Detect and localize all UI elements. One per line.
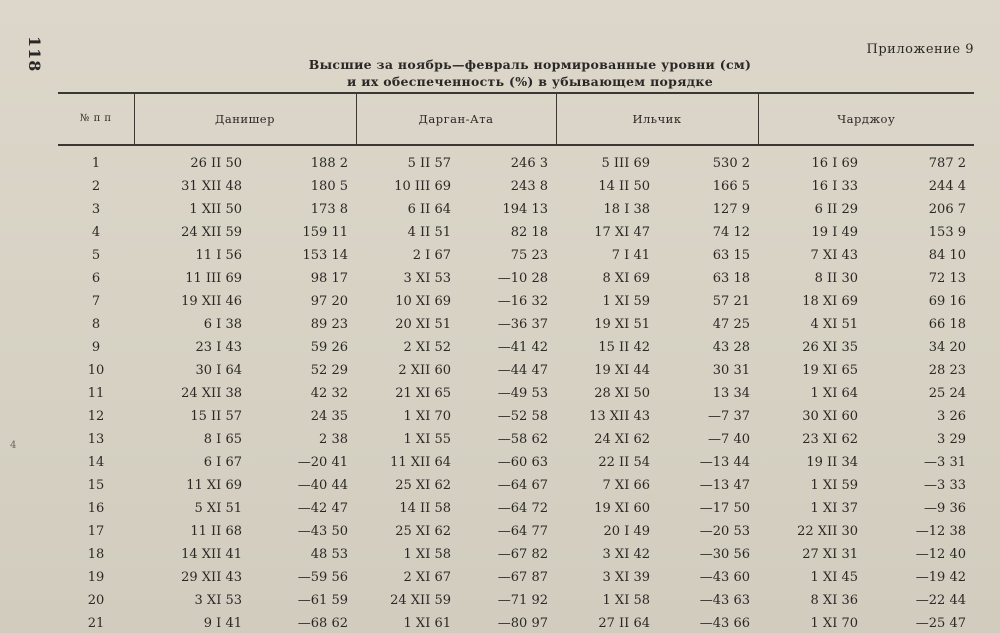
- date-ilchik: 27 II 64: [598, 616, 650, 631]
- date-ilchik: 24 XI 62: [594, 432, 650, 447]
- level-danisher: 24 35: [310, 409, 348, 424]
- level-dargan-ata: 243 8: [510, 179, 548, 194]
- date-chardzhou: 16 I 69: [811, 156, 858, 171]
- date-dargan-ata: 1 XI 55: [403, 432, 451, 447]
- date-dargan-ata: 1 XI 61: [403, 616, 451, 631]
- date-ilchik: 8 XI 69: [602, 271, 650, 286]
- date-ilchik: 3 XI 42: [602, 547, 650, 562]
- date-chardzhou: 23 XI 62: [802, 432, 858, 447]
- date-danisher: 29 XII 43: [181, 570, 242, 585]
- level-dargan-ata: —67 82: [497, 547, 548, 562]
- date-danisher: 23 I 43: [195, 340, 242, 355]
- date-ilchik: 22 II 54: [598, 455, 650, 470]
- row-number: 8: [91, 317, 101, 332]
- date-danisher: 11 I 56: [195, 248, 242, 263]
- date-ilchik: 18 I 38: [603, 202, 650, 217]
- date-ilchik: 19 XI 44: [594, 363, 650, 378]
- date-dargan-ata: 2 I 67: [412, 248, 451, 263]
- row-number: 16: [87, 501, 105, 516]
- title-line-2: и их обеспеченность (%) в убывающем порядке: [347, 74, 713, 89]
- table-title: [300, 56, 760, 90]
- date-ilchik: 7 XI 66: [602, 478, 650, 493]
- level-danisher: —42 47: [297, 501, 348, 516]
- level-dargan-ata: —64 72: [497, 501, 548, 516]
- table-header-row: [58, 93, 974, 145]
- level-dargan-ata: 82 18: [510, 225, 548, 240]
- date-danisher: 9 I 41: [203, 616, 242, 631]
- level-ilchik: —13 47: [699, 478, 750, 493]
- level-danisher: —61 59: [297, 593, 348, 608]
- level-chardzhou: —19 42: [915, 570, 966, 585]
- date-ilchik: 3 XI 39: [602, 570, 650, 585]
- level-danisher: 173 8: [310, 202, 348, 217]
- row-number: 17: [87, 524, 105, 539]
- date-dargan-ata: 2 XI 67: [403, 570, 451, 585]
- level-dargan-ata: 194 13: [502, 202, 548, 217]
- level-ilchik: —17 50: [699, 501, 750, 516]
- level-ilchik: —7 40: [708, 432, 750, 447]
- level-chardzhou: 72 13: [928, 271, 966, 286]
- level-chardzhou: 34 20: [928, 340, 966, 355]
- level-danisher: 188 2: [310, 156, 348, 171]
- row-number: 3: [91, 202, 101, 217]
- date-dargan-ata: 5 II 57: [407, 156, 451, 171]
- date-dargan-ata: 1 XI 70: [403, 409, 451, 424]
- date-danisher: 11 II 68: [190, 524, 242, 539]
- date-chardzhou: 1 XI 64: [810, 386, 858, 401]
- title-line-1: Высшие за ноябрь—февраль нормированные уровни (см): [308, 57, 752, 72]
- date-dargan-ata: 3 XI 53: [403, 271, 451, 286]
- table-row: [58, 520, 974, 543]
- date-ilchik: 15 II 42: [598, 340, 650, 355]
- level-dargan-ata: —10 28: [497, 271, 548, 286]
- date-chardzhou: 19 II 34: [806, 455, 858, 470]
- date-danisher: 5 XI 51: [194, 501, 242, 516]
- date-chardzhou: 19 I 49: [811, 225, 858, 240]
- date-ilchik: 14 II 50: [598, 179, 650, 194]
- level-chardzhou: —3 33: [924, 478, 966, 493]
- date-danisher: 31 XII 48: [181, 179, 242, 194]
- header-station-dargan-ata: Дарган-Ата: [356, 93, 556, 145]
- level-ilchik: 13 34: [712, 386, 750, 401]
- table-row: [58, 474, 974, 497]
- level-chardzhou: 244 4: [928, 179, 966, 194]
- table-row: [58, 497, 974, 520]
- date-chardzhou: 1 XI 37: [810, 501, 858, 516]
- header-station-ilchik: Ильчик: [556, 93, 758, 145]
- row-number: 10: [87, 363, 105, 378]
- date-dargan-ata: 2 XII 60: [398, 363, 451, 378]
- level-ilchik: —43 66: [699, 616, 750, 631]
- level-ilchik: —43 63: [699, 593, 750, 608]
- date-chardzhou: 27 XI 31: [802, 547, 858, 562]
- level-chardzhou: 69 16: [928, 294, 966, 309]
- level-ilchik: 127 9: [712, 202, 750, 217]
- row-number: 1: [91, 156, 101, 171]
- date-ilchik: 1 XI 58: [602, 593, 650, 608]
- date-danisher: 3 XI 53: [194, 593, 242, 608]
- level-chardzhou: —25 47: [915, 616, 966, 631]
- date-danisher: 14 XII 41: [181, 547, 242, 562]
- level-chardzhou: —12 40: [915, 547, 966, 562]
- date-chardzhou: 1 XI 45: [810, 570, 858, 585]
- level-chardzhou: 66 18: [928, 317, 966, 332]
- table-row: [58, 198, 974, 221]
- date-chardzhou: 19 XI 65: [802, 363, 858, 378]
- level-danisher: 52 29: [310, 363, 348, 378]
- date-dargan-ata: 10 III 69: [394, 179, 451, 194]
- table-row: [58, 313, 974, 336]
- row-number: 13: [87, 432, 105, 447]
- date-chardzhou: 26 XI 35: [802, 340, 858, 355]
- level-dargan-ata: —60 63: [497, 455, 548, 470]
- level-ilchik: 166 5: [712, 179, 750, 194]
- row-number: 9: [91, 340, 101, 355]
- level-chardzhou: 153 9: [928, 225, 966, 240]
- date-ilchik: 1 XI 59: [602, 294, 650, 309]
- level-dargan-ata: —49 53: [497, 386, 548, 401]
- table-row: [58, 336, 974, 359]
- date-dargan-ata: 24 XII 59: [390, 593, 451, 608]
- row-number: 14: [87, 455, 105, 470]
- date-chardzhou: 6 II 29: [814, 202, 858, 217]
- date-danisher: 11 XI 69: [186, 478, 242, 493]
- table-row: [58, 589, 974, 612]
- table-row: [58, 359, 974, 382]
- table-row: [58, 145, 974, 175]
- date-chardzhou: 8 II 30: [814, 271, 858, 286]
- level-chardzhou: —9 36: [924, 501, 966, 516]
- table-row: [58, 244, 974, 267]
- level-dargan-ata: —64 67: [497, 478, 548, 493]
- date-danisher: 30 I 64: [195, 363, 242, 378]
- level-dargan-ata: —64 77: [497, 524, 548, 539]
- appendix-label: Приложение 9: [866, 42, 974, 57]
- date-danisher: 8 I 65: [203, 432, 242, 447]
- table-row: [58, 175, 974, 198]
- row-number: 21: [87, 616, 105, 631]
- level-chardzhou: 28 23: [928, 363, 966, 378]
- date-chardzhou: 18 XI 69: [802, 294, 858, 309]
- date-ilchik: 28 XI 50: [594, 386, 650, 401]
- level-danisher: —40 44: [297, 478, 348, 493]
- date-chardzhou: 1 XI 59: [810, 478, 858, 493]
- row-number: 6: [91, 271, 101, 286]
- date-ilchik: 20 I 49: [603, 524, 650, 539]
- table-row: [58, 267, 974, 290]
- level-danisher: 98 17: [310, 271, 348, 286]
- level-ilchik: —43 60: [699, 570, 750, 585]
- level-ilchik: —20 53: [699, 524, 750, 539]
- level-ilchik: —30 56: [699, 547, 750, 562]
- row-number: 2: [91, 179, 101, 194]
- level-danisher: —59 56: [297, 570, 348, 585]
- table-row: [58, 221, 974, 244]
- date-dargan-ata: 25 XI 62: [395, 524, 451, 539]
- level-ilchik: 530 2: [712, 156, 750, 171]
- date-danisher: 26 II 50: [190, 156, 242, 171]
- table-row: [58, 612, 974, 635]
- level-ilchik: 63 18: [712, 271, 750, 286]
- level-dargan-ata: —52 58: [497, 409, 548, 424]
- level-danisher: 159 11: [302, 225, 348, 240]
- level-dargan-ata: —58 62: [497, 432, 548, 447]
- date-chardzhou: 8 XI 36: [810, 593, 858, 608]
- level-danisher: —68 62: [297, 616, 348, 631]
- date-dargan-ata: 1 XI 58: [403, 547, 451, 562]
- date-dargan-ata: 4 II 51: [407, 225, 451, 240]
- date-dargan-ata: 2 XI 52: [403, 340, 451, 355]
- date-chardzhou: 30 XI 60: [802, 409, 858, 424]
- level-ilchik: 63 15: [712, 248, 750, 263]
- date-ilchik: 17 XI 47: [594, 225, 650, 240]
- level-danisher: 42 32: [310, 386, 348, 401]
- date-dargan-ata: 10 XI 69: [395, 294, 451, 309]
- level-ilchik: 47 25: [712, 317, 750, 332]
- date-chardzhou: 1 XI 70: [810, 616, 858, 631]
- date-dargan-ata: 21 XI 65: [395, 386, 451, 401]
- row-number: 4: [91, 225, 101, 240]
- level-chardzhou: —3 31: [924, 455, 966, 470]
- level-dargan-ata: —71 92: [497, 593, 548, 608]
- date-danisher: 19 XII 46: [181, 294, 242, 309]
- date-danisher: 1 XII 50: [189, 202, 242, 217]
- table-row: [58, 405, 974, 428]
- date-dargan-ata: 25 XI 62: [395, 478, 451, 493]
- level-ilchik: 74 12: [712, 225, 750, 240]
- date-ilchik: 5 III 69: [601, 156, 650, 171]
- level-chardzhou: 84 10: [928, 248, 966, 263]
- level-dargan-ata: —16 32: [497, 294, 548, 309]
- level-ilchik: —13 44: [699, 455, 750, 470]
- table-row: [58, 566, 974, 589]
- table-row: [58, 290, 974, 313]
- levels-table: [58, 92, 974, 635]
- date-danisher: 6 I 67: [203, 455, 242, 470]
- level-chardzhou: 206 7: [928, 202, 966, 217]
- date-chardzhou: 4 XI 51: [810, 317, 858, 332]
- level-chardzhou: —22 44: [915, 593, 966, 608]
- date-danisher: 24 XII 38: [181, 386, 242, 401]
- level-danisher: 97 20: [310, 294, 348, 309]
- level-danisher: —43 50: [297, 524, 348, 539]
- level-dargan-ata: 75 23: [510, 248, 548, 263]
- date-dargan-ata: 14 II 58: [399, 501, 451, 516]
- level-chardzhou: 3 26: [937, 409, 966, 424]
- row-number: 11: [87, 386, 105, 401]
- level-dargan-ata: —67 87: [497, 570, 548, 585]
- row-number: 12: [87, 409, 105, 424]
- level-dargan-ata: 246 3: [510, 156, 548, 171]
- date-chardzhou: 7 XI 43: [810, 248, 858, 263]
- table-row: [58, 382, 974, 405]
- date-chardzhou: 16 I 33: [811, 179, 858, 194]
- date-dargan-ata: 6 II 64: [407, 202, 451, 217]
- level-danisher: 2 38: [319, 432, 348, 447]
- level-danisher: 153 14: [302, 248, 348, 263]
- table-row: [58, 543, 974, 566]
- header-station-chardzhou: Чарджоу: [758, 93, 974, 145]
- row-number: 7: [91, 294, 101, 309]
- date-ilchik: 13 XII 43: [589, 409, 650, 424]
- level-ilchik: —7 37: [708, 409, 750, 424]
- table-row: [58, 451, 974, 474]
- level-danisher: 48 53: [310, 547, 348, 562]
- level-chardzhou: 25 24: [928, 386, 966, 401]
- date-danisher: 11 III 69: [185, 271, 242, 286]
- row-number: 5: [91, 248, 101, 263]
- level-dargan-ata: —44 47: [497, 363, 548, 378]
- table-row: [58, 428, 974, 451]
- date-danisher: 24 XII 59: [181, 225, 242, 240]
- header-number: № п п: [58, 93, 134, 145]
- level-danisher: 59 26: [310, 340, 348, 355]
- date-danisher: 15 II 57: [190, 409, 242, 424]
- header-station-danisher: Данишер: [134, 93, 356, 145]
- date-ilchik: 19 XI 60: [594, 501, 650, 516]
- level-danisher: 180 5: [310, 179, 348, 194]
- level-danisher: 89 23: [310, 317, 348, 332]
- row-number: 15: [87, 478, 105, 493]
- date-ilchik: 7 I 41: [611, 248, 650, 263]
- page-number: 118: [25, 36, 44, 73]
- row-number: 18: [87, 547, 105, 562]
- level-ilchik: 43 28: [712, 340, 750, 355]
- date-ilchik: 19 XI 51: [594, 317, 650, 332]
- level-dargan-ata: —80 97: [497, 616, 548, 631]
- row-number: 20: [87, 593, 105, 608]
- level-chardzhou: 3 29: [937, 432, 966, 447]
- row-number: 19: [87, 570, 105, 585]
- level-ilchik: 57 21: [712, 294, 750, 309]
- date-dargan-ata: 11 XII 64: [390, 455, 451, 470]
- date-chardzhou: 22 XII 30: [797, 524, 858, 539]
- date-danisher: 6 I 38: [203, 317, 242, 332]
- margin-mark: 4: [10, 440, 17, 451]
- level-chardzhou: 787 2: [928, 156, 966, 171]
- level-dargan-ata: —41 42: [497, 340, 548, 355]
- level-danisher: —20 41: [297, 455, 348, 470]
- date-dargan-ata: 20 XI 51: [395, 317, 451, 332]
- level-ilchik: 30 31: [712, 363, 750, 378]
- level-dargan-ata: —36 37: [497, 317, 548, 332]
- level-chardzhou: —12 38: [915, 524, 966, 539]
- table-body: [58, 145, 974, 635]
